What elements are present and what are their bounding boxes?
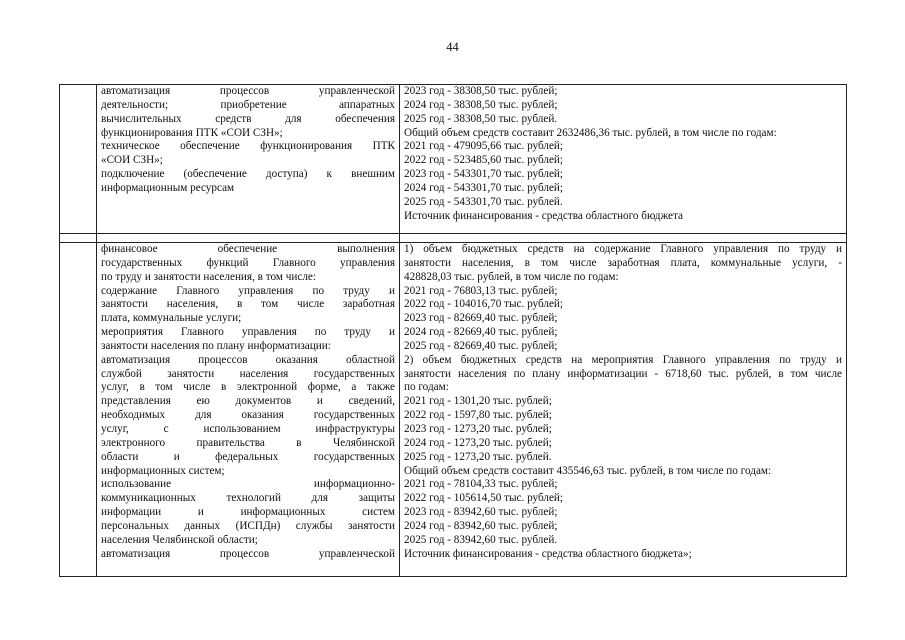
funding-text [404,85,842,223]
measures-text [101,243,395,561]
text-line: 2023 год - 82669,40 тыс. рублей; [404,312,558,325]
text-line: Общий объем средств составит 2632486,36 тыс. рублей, в том числе по годам: [404,126,777,139]
text-line: 2025 год - 1273,20 тыс. рублей. [404,450,552,463]
text-line: функционирования ПТК «СОИ СЗН»; [101,126,283,139]
text-line: 2023 год - 543301,70 тыс. рублей; [404,168,564,181]
funding-text [404,243,842,561]
text-line: 2022 год - 105614,50 тыс. рублей; [404,492,564,505]
text-line: 428828,03 тыс. рублей, в том числе по годам: [404,270,619,283]
measures-cell [97,243,400,577]
text-line: автоматизация процессов управленческой [101,547,395,560]
text-line: 2021 год - 1301,20 тыс. рублей; [404,395,552,408]
text-line: плата, коммунальные услуги; [101,312,242,325]
text-line: информационных систем; [101,464,225,477]
text-line: 2024 год - 82669,40 тыс. рублей; [404,326,558,339]
table-row [60,243,847,577]
text-line: мероприятия Главного управления по труду и [101,326,395,339]
text-line: 2022 год - 523485,60 тыс. рублей; [404,154,564,167]
text-line: персональных данных (ИСПДн) службы занятости [101,519,395,532]
text-line: области и федеральных государственных [101,450,395,463]
text-line: услуг, в том числе в электронной форме, а также [101,381,395,394]
text-line: по труду и занятости населения, в том числе: [101,270,316,283]
text-line: техническое обеспечение функционирования ПТК [101,140,395,153]
program-table [59,84,847,577]
text-line: службой занятости населения государственных [101,367,395,380]
text-line: содержание Главного управления по труду и [101,284,395,297]
empty-cell [60,85,97,234]
text-line: Общий объем средств составит 435546,63 тыс. рублей, в том числе по годам: [404,464,772,477]
text-line: 2025 год - 38308,50 тыс. рублей. [404,112,558,125]
text-line: 2023 год - 1273,20 тыс. рублей; [404,422,552,435]
text-line: 2025 год - 83942,60 тыс. рублей. [404,533,558,546]
text-line: 2024 год - 1273,20 тыс. рублей; [404,436,552,449]
text-line: электронного правительства в Челябинской [101,436,395,449]
text-line: 2025 год - 543301,70 тыс. рублей. [404,195,563,208]
page-number: 44 [446,40,459,54]
text-line: 2021 год - 78104,33 тыс. рублей; [404,478,558,491]
text-line: 1) объем бюджетных средств на содержание Главного управления по труду и [404,243,842,255]
text-line: Источник финансирования - средства областного бюджета [404,209,684,222]
text-line: 2022 год - 104016,70 тыс. рублей; [404,298,564,311]
text-line: деятельности; приобретение аппаратных [101,98,395,111]
text-line: коммуникационных технологий для защиты [101,492,395,505]
table-row [60,85,847,234]
text-line: 2024 год - 543301,70 тыс. рублей; [404,181,564,194]
text-line: «СОИ СЗН»; [101,154,163,167]
text-line: населения Челябинской области; [101,533,258,546]
text-line: 2021 год - 479095,66 тыс. рублей; [404,140,564,153]
text-line: вычислительных средств для обеспечения [101,112,395,125]
text-line: Источник финансирования - средства областного бюджета»; [404,547,692,560]
text-line: услуг, с использованием инфраструктуры [101,422,395,435]
text-line: информационным ресурсам [101,181,235,194]
funding-cell [400,243,847,577]
text-line: автоматизация процессов управленческой [101,85,395,97]
text-line: 2023 год - 38308,50 тыс. рублей; [404,85,558,97]
text-line: занятости населения по плану информатизации: [101,339,331,352]
text-line: государственных функций Главного управления [101,256,395,269]
text-line: 2023 год - 83942,60 тыс. рублей; [404,506,558,519]
measures-text [101,85,395,196]
text-line: подключение (обеспечение доступа) к внешним [101,168,395,181]
measures-cell [97,85,400,234]
text-line: необходимых для оказания государственных [101,409,395,422]
text-line: финансовое обеспечение выполнения [101,243,395,255]
text-line: 2024 год - 83942,60 тыс. рублей; [404,519,558,532]
text-line: 2025 год - 82669,40 тыс. рублей; [404,339,558,352]
text-line: 2) объем бюджетных средств на мероприятия Главного управления по труду и [404,353,842,366]
text-line: 2021 год - 76803,13 тыс. рублей; [404,284,558,297]
empty-cell [60,243,97,577]
empty-cell [60,234,97,243]
text-line: 2022 год - 1597,80 тыс. рублей; [404,409,552,422]
text-line: информации и информационных систем [101,506,395,519]
text-line: автоматизация процессов оказания областной [101,353,395,366]
text-line: 2024 год - 38308,50 тыс. рублей; [404,98,558,111]
empty-cell [97,234,400,243]
text-line: использование информационно- [101,478,395,491]
text-line: занятости населения, в том числе заработная плата, коммунальные услуги, - [404,256,842,269]
text-line: представления ею документов и сведений, [101,395,395,408]
text-line: занятости населения, в том числе заработная [101,298,395,311]
text-line: занятости населения по плану информатизации - 6718,60 тыс. рублей, в том числе [404,367,842,380]
funding-cell [400,85,847,234]
empty-cell [400,234,847,243]
text-line: по годам: [404,381,449,394]
table-row-separator [60,234,847,243]
